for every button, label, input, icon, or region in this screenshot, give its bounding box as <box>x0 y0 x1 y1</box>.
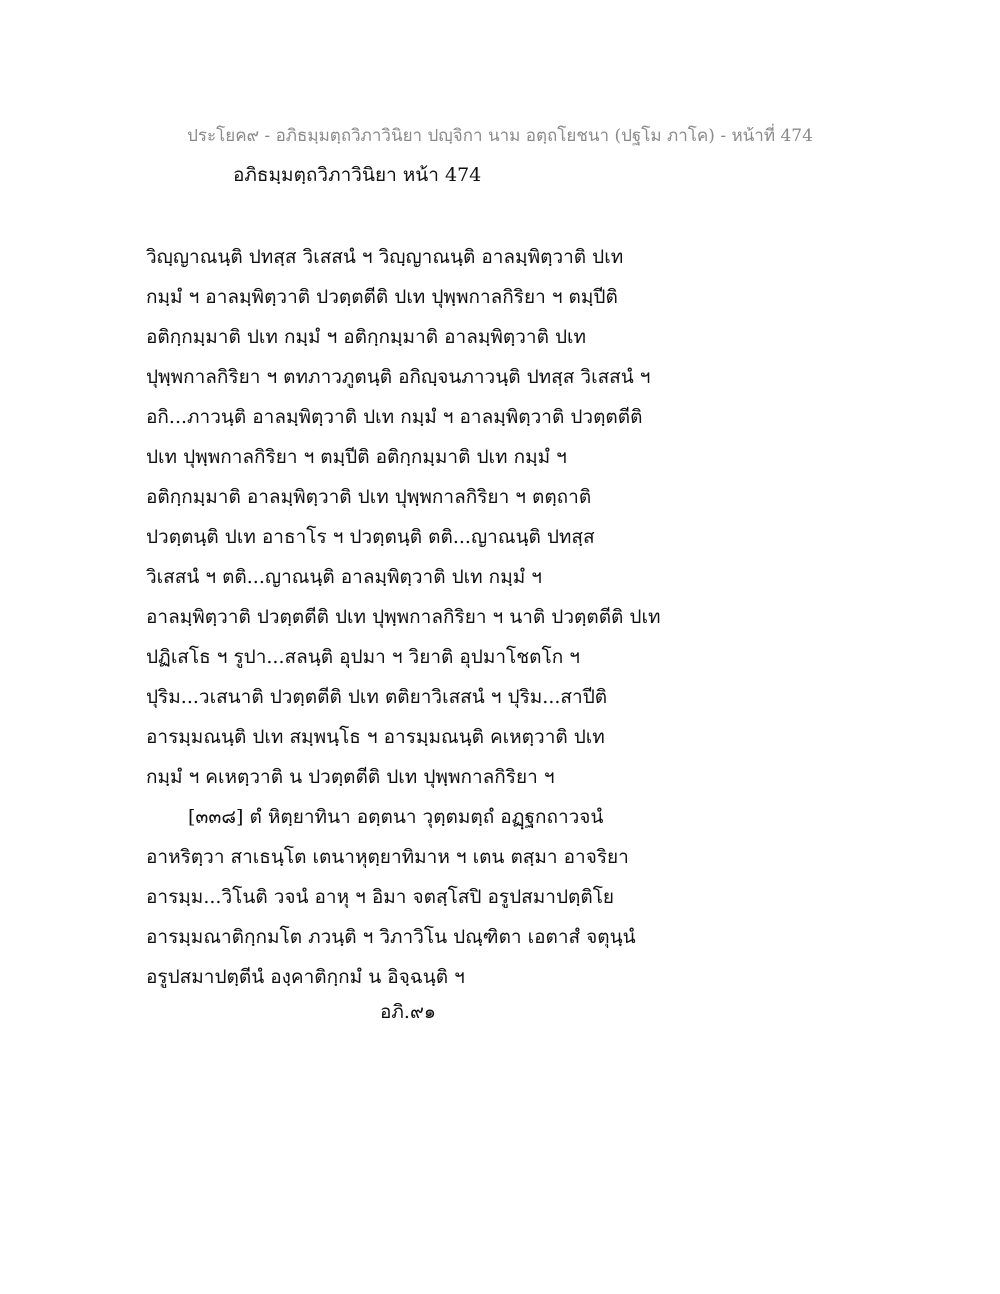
text-line: อรูปสมาปตฺตีนํ องฺคาติกฺกมํ น อิจฺฉนฺติ ฯ <box>146 966 465 988</box>
paragraph-start-line: [๓๓๘] ตํ หิตฺยาทินา อตฺตนา วุตฺตมตฺถํ อฏฺฐกถาวจนํ <box>188 806 604 828</box>
text-line: วิญฺญาณนฺติ ปทสฺส วิเสสนํ ฯ วิญฺญาณนฺติ อาลมฺพิตฺวาติ ปเท <box>146 246 624 268</box>
text-line: ปเท ปุพฺพกาลกิริยา ฯ ตมฺปีติ อติกฺกมฺมาติ ปเท กมฺมํ ฯ <box>146 446 567 468</box>
text-line: อาลมฺพิตฺวาติ ปวตฺตตีติ ปเท ปุพฺพกาลกิริยา ฯ นาติ ปวตฺตตีติ ปเท <box>146 606 661 628</box>
text-line: อติกฺกมฺมาติ อาลมฺพิตฺวาติ ปเท ปุพฺพกาลกิริยา ฯ ตตฺถาติ <box>146 486 592 508</box>
text-line: ปฏิเสโธ ฯ รูปา...สลนฺติ อุปมา ฯ วิยาติ อุปมาโชตโก ฯ <box>146 646 580 668</box>
text-line: กมฺมํ ฯ อาลมฺพิตฺวาติ ปวตฺตตีติ ปเท ปุพฺพกาลกิริยา ฯ ตมฺปีติ <box>146 286 618 308</box>
text-line: ปวตฺตนฺติ ปเท อาธาโร ฯ ปวตฺตนฺติ ตติ...ญาณนฺติ ปทสฺส <box>146 526 595 548</box>
text-line: อารมฺมณาติกฺกมโต ภวนฺติ ฯ วิภาวิโน ปณฺฑิตา เอตาสํ จตุนฺนํ <box>146 926 636 948</box>
text-line: อติกฺกมฺมาติ ปเท กมฺมํ ฯ อติกฺกมฺมาติ อาลมฺพิตฺวาติ ปเท <box>146 326 587 348</box>
text-line: อารมฺมณนฺติ ปเท สมฺพนฺโธ ฯ อารมฺมณนฺติ คเหตฺวาติ ปเท <box>146 726 605 748</box>
body-text <box>146 237 866 997</box>
text-line: อาหริตฺวา สาเธนฺโต เตนาหุตฺยาทิมาห ฯ เตน ตสฺมา อาจริยา <box>146 846 629 868</box>
text-line: อารมฺม...วิโนติ วจนํ อาหุ ฯ อิมา จตสฺโสปิ อรูปสมาปตฺติโย <box>146 886 615 908</box>
text-line: ปุพฺพกาลกิริยา ฯ ตทภาวภูตนฺติ อกิญฺจนภาวนฺติ ปทสฺส วิเสสนํ ฯ <box>146 366 651 388</box>
text-line: กมฺมํ ฯ คเหตฺวาติ น ปวตฺตตีติ ปเท ปุพฺพกาลกิริยา ฯ <box>146 766 555 788</box>
text-line: อกิ...ภาวนฺติ อาลมฺพิตฺวาติ ปเท กมฺมํ ฯ อาลมฺพิตฺวาติ ปวตฺตตีติ <box>146 406 643 428</box>
text-line: ปุริม...วเสนาติ ปวตฺตตีติ ปเท ตติยาวิเสสนํ ฯ ปุริม...สาปีติ <box>146 686 608 708</box>
running-header: ประโยค๙ - อภิธมฺมตฺถวิภาวินิยา ปญฺจิกา นาม อตฺถโยชนา (ปฐโม ภาโค) - หน้าที่ 474 <box>187 126 813 146</box>
text-line: วิเสสนํ ฯ ตติ...ญาณนฺติ อาลมฺพิตฺวาติ ปเท กมฺมํ ฯ <box>146 566 542 588</box>
page-title: อภิธมฺมตฺถวิภาวินิยา หน้า 474 <box>233 164 482 186</box>
page-reference: อภิ.๙๑ <box>380 1001 436 1023</box>
